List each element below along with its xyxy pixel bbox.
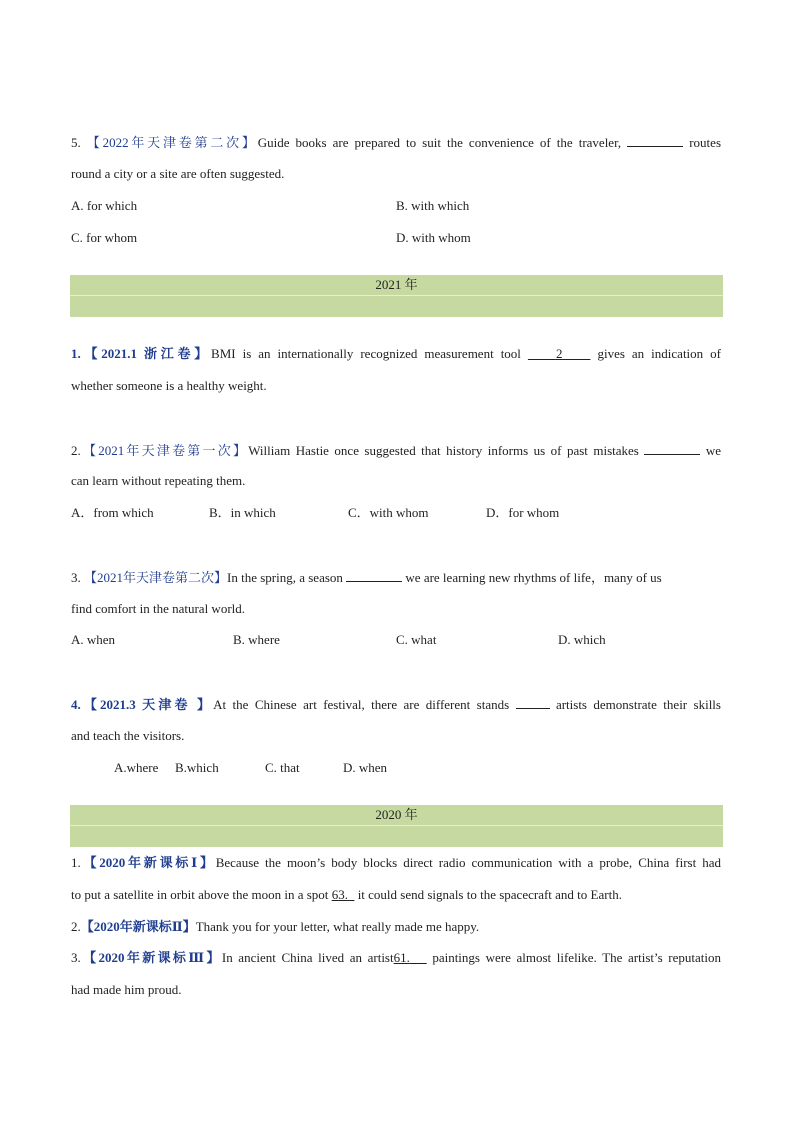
option-c: C. for whom xyxy=(71,230,138,245)
answer-blank xyxy=(346,569,402,582)
answer-blank xyxy=(627,134,683,147)
question-2020-3-line2: had made him proud. xyxy=(71,982,182,997)
option-b: B. with which xyxy=(396,198,470,213)
option-a: A．from which xyxy=(71,505,154,520)
question-2021-1-line1 xyxy=(71,346,721,362)
answer-blank-number xyxy=(332,887,355,902)
question-2021-4-line2: and teach the visitors. xyxy=(71,728,185,743)
question-text-tail: gives an indication of xyxy=(590,346,721,361)
question-text-tail: artists demonstrate their skills xyxy=(549,697,721,712)
answer-blank xyxy=(516,696,550,709)
question-number: 2. xyxy=(71,919,81,934)
option-a: A. when xyxy=(71,632,116,647)
option-b: B. where xyxy=(233,632,280,647)
question-text-tail: paintings were almost lifelike. The artist’s reputation xyxy=(426,950,721,965)
question-number: 1. xyxy=(71,855,81,870)
question-2022-5-line2: round a city or a site are often suggested. xyxy=(71,166,285,181)
banner-divider xyxy=(70,295,723,296)
source-tag: 【2021.1 浙江卷】 xyxy=(80,346,212,361)
source-tag: 【2021.3 天津卷 】 xyxy=(80,697,214,712)
section-banner-2020 xyxy=(70,805,723,847)
option-b: B．in which xyxy=(209,505,276,520)
question-text: Because the moon’s body blocks direct radio communication with a probe, China first had xyxy=(215,855,721,870)
question-text: William Hastie once suggested that history informs us of past mistakes xyxy=(248,443,645,458)
source-tag: 【2020年新课标Ⅲ】 xyxy=(80,950,222,965)
question-text-tail: routes xyxy=(683,135,721,150)
option-a: A.where xyxy=(114,760,159,775)
option-c: C. what xyxy=(396,632,437,647)
question-text-tail: we xyxy=(700,443,721,458)
question-2021-1-line2: whether someone is a healthy weight. xyxy=(71,378,267,393)
source-tag: 【2021年天津卷第二次】 xyxy=(84,570,228,585)
question-text: BMI is an internationally recognized measurement tool xyxy=(211,346,528,361)
question-2021-2-line1 xyxy=(71,442,721,459)
question-number: 3. xyxy=(71,950,81,965)
question-text: to put a satellite in orbit above the moon in a spot xyxy=(71,887,332,902)
question-2021-3-line2: find comfort in the natural world. xyxy=(71,601,246,616)
answer-blank xyxy=(644,442,700,455)
blank-number: 63. xyxy=(331,887,348,902)
source-tag: 【2020年新课标Ⅱ】 xyxy=(80,919,196,934)
answer-blank-number xyxy=(528,346,591,361)
option-c: C．with whom xyxy=(348,505,429,520)
question-number: 4. xyxy=(71,697,81,712)
option-a: A. for which xyxy=(71,198,138,213)
question-2021-2-line2: can learn without repeating them. xyxy=(71,473,246,488)
answer-blank-number xyxy=(394,950,427,965)
question-2020-1-line1 xyxy=(71,855,721,871)
question-text-tail: it could send signals to the spacecraft and to Earth. xyxy=(354,887,622,902)
banner-divider xyxy=(70,825,723,826)
blank-number: 61. xyxy=(393,950,410,965)
source-tag: 【2022年天津卷第二次】 xyxy=(86,135,258,150)
question-number: 1. xyxy=(71,346,81,361)
option-b: B.which xyxy=(175,760,219,775)
question-text: In the spring, a season xyxy=(227,570,347,585)
section-title-2021: 2021 年 xyxy=(375,277,418,292)
question-2021-4-line1 xyxy=(71,696,721,713)
option-d: D. with whom xyxy=(396,230,471,245)
question-2021-3-line1 xyxy=(71,569,721,586)
question-text: In ancient China lived an artist xyxy=(221,950,394,965)
section-banner-2021 xyxy=(70,275,723,317)
question-text: Thank you for your letter, what really made me happy. xyxy=(195,919,480,934)
option-d: D. which xyxy=(558,632,606,647)
question-number: 2. xyxy=(71,443,81,458)
option-d: D. when xyxy=(343,760,388,775)
option-d: D．for whom xyxy=(486,505,560,520)
option-c: C. that xyxy=(265,760,300,775)
question-text: Guide books are prepared to suit the convenience of the traveler, xyxy=(257,135,628,150)
question-number: 3. xyxy=(71,570,84,585)
source-tag: 【2020年新课标Ⅰ】 xyxy=(80,855,216,870)
blank-number: 2 xyxy=(555,346,563,361)
source-tag: 【2021年天津卷第一次】 xyxy=(80,443,249,458)
question-text: At the Chinese art festival, there are different stands xyxy=(213,697,516,712)
question-number: 5. xyxy=(71,135,87,150)
question-2020-2-line1 xyxy=(71,919,721,935)
question-2020-1-line2 xyxy=(71,887,721,903)
question-text-tail: we are learning new rhythms of life，many of us xyxy=(402,570,662,585)
section-title-2020: 2020 年 xyxy=(375,807,418,822)
question-2022-5-line1 xyxy=(71,134,721,151)
question-2020-3-line1 xyxy=(71,950,721,966)
